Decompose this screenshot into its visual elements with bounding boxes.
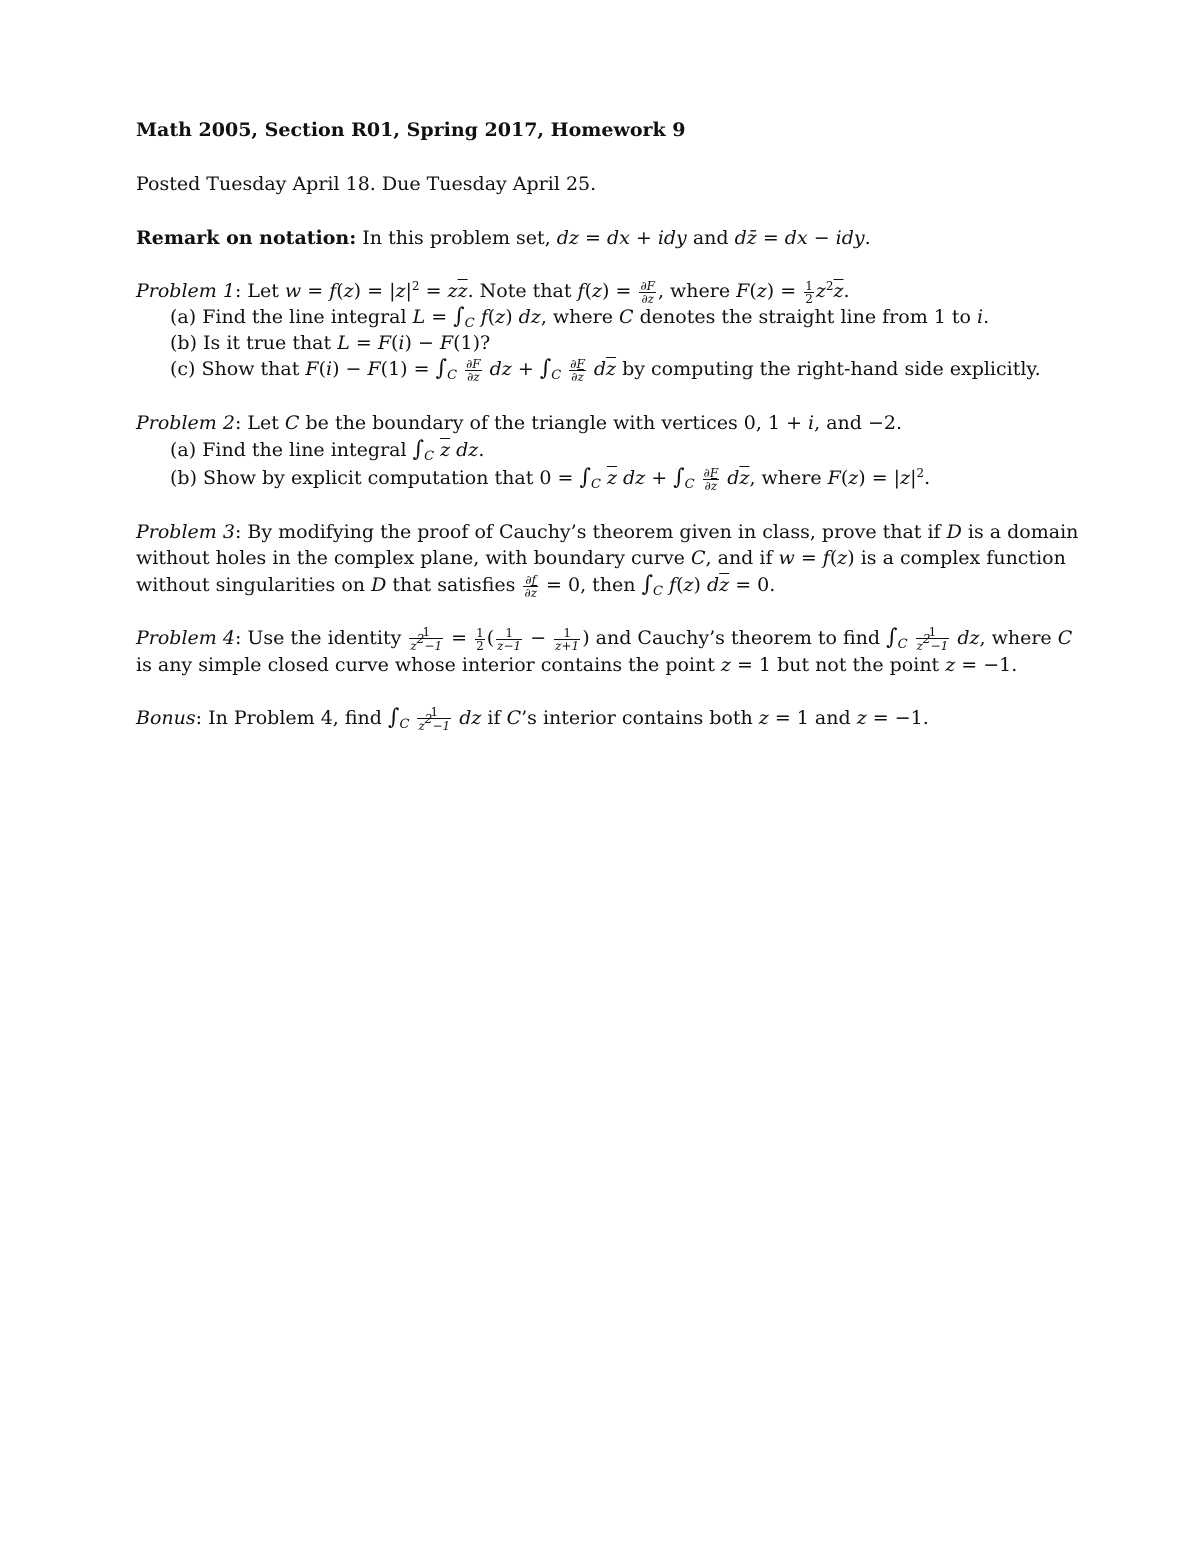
problem-3-line-3: without singularities on D that satisfies $\frac{\partial f}{\partial\overline{z}}$ = 0, then $\int_C$ f(z) $d\overline{z} = 0$. [136, 572, 776, 600]
problem-1-label: Problem 1 [136, 280, 235, 302]
problem-1-part-b: (b) Is it true that L = F(i) − F(1)? [170, 332, 491, 354]
remark-line [136, 226, 1086, 250]
problem-2-part-a: (a) Find the line integral $\int_C$ $\overline{z}$ dz. [170, 437, 485, 464]
bonus-line: Bonus: In Problem 4, find $\int_C$ $\frac{1}{z^2-1}$ dz if C’s interior contains both z = 1 and z = −1. [136, 705, 929, 733]
remark-lead: In this problem set, [356, 227, 557, 249]
fraction: $\frac{1}{2}$ [476, 625, 484, 653]
problem-2-label: Problem 2 [136, 412, 235, 434]
problem-2-part-b: (b) Show by explicit computation that $0 = \int_C$ $\overline{z}$ dz + $\int_C$ $\frac{\partial F}{\partial\overline{z}}$ $d\overline{z}$, where $F(z) = |z|^2$. [170, 465, 931, 493]
fraction: $\frac{\partial F}{\partial z}$ [640, 278, 655, 306]
fraction: $\frac{\partial F}{\partial\overline{z}}$ [570, 356, 585, 384]
remark-end: . [864, 227, 871, 249]
remark-eq-dzbar: dz̄ = dx − idy [734, 227, 865, 249]
problem-1-statement: Problem 1: Let $w = f(z) = |z|^2 = z\overline{z}$. Note that f(z) = $\frac{\partial F}{\partial z}$ , where F(z) = $\frac{1}{2}$ $z^2\overline{z}$. [136, 278, 850, 306]
problem-4-line-2: is any simple closed curve whose interior contains the point z = 1 but not the point z = −1. [136, 654, 1018, 676]
remark-eq-dz: dz = dx + idy [556, 227, 687, 249]
problem-2-statement: Problem 2: Let C be the boundary of the triangle with vertices 0, 1 + i, and −2. [136, 412, 903, 434]
fraction: $\frac{\partial F}{\partial z}$ [466, 356, 481, 384]
fraction: $\frac{1}{2}$ [805, 278, 813, 306]
problem-1-part-c: (c) Show that $F(i) - F(1) = \int_C$ $\frac{\partial F}{\partial z}$ dz + $\int_C$ $\frac{\partial F}{\partial\overline{z}}$ $d\overline{z}$ by computing the right-hand side explicitly. [170, 356, 1041, 384]
remark-label: Remark on notation: [136, 227, 357, 249]
fraction: $\frac{1}{z^2-1}$ [418, 705, 451, 733]
problem-3-line-1: Problem 3: By modifying the proof of Cauchy’s theorem given in class, prove that if D is a domain [136, 521, 1079, 543]
fraction: $\frac{1}{z+1}$ [555, 625, 580, 653]
problem-4-line-1: Problem 4: Use the identity $\frac{1}{z^2-1}$ = $\frac{1}{2}$ ( $\frac{1}{z-1}$ − $\frac{1}{z+1}$ ) and Cauchy’s theorem to find $\int_C$ $\frac{1}{z^2-1}$ dz, where C [136, 625, 1073, 653]
posted-line: Posted Tuesday April 18. Due Tuesday April 25. [136, 173, 597, 195]
fraction: $\frac{\partial f}{\partial\overline{z}}$ [524, 572, 538, 600]
fraction: $\frac{1}{z^2-1}$ [410, 625, 443, 653]
remark-joiner: and [686, 227, 735, 249]
bonus-label: Bonus [136, 707, 196, 729]
problem-3-line-2: without holes in the complex plane, with boundary curve C, and if w = f(z) is a complex function [136, 547, 1066, 569]
page-title: Math 2005, Section R01, Spring 2017, Homework 9 [136, 119, 686, 141]
problem-3-label: Problem 3 [136, 521, 235, 543]
fraction: $\frac{\partial F}{\partial\overline{z}}$ [703, 465, 719, 493]
problem-1-part-a: (a) Find the line integral $L = \int_C$ f(z) dz, where C denotes the straight line from 1 to i. [170, 304, 990, 331]
problem-4-label: Problem 4 [136, 627, 235, 649]
fraction: $\frac{1}{z-1}$ [497, 625, 522, 653]
fraction: $\frac{1}{z^2-1}$ [916, 625, 949, 653]
